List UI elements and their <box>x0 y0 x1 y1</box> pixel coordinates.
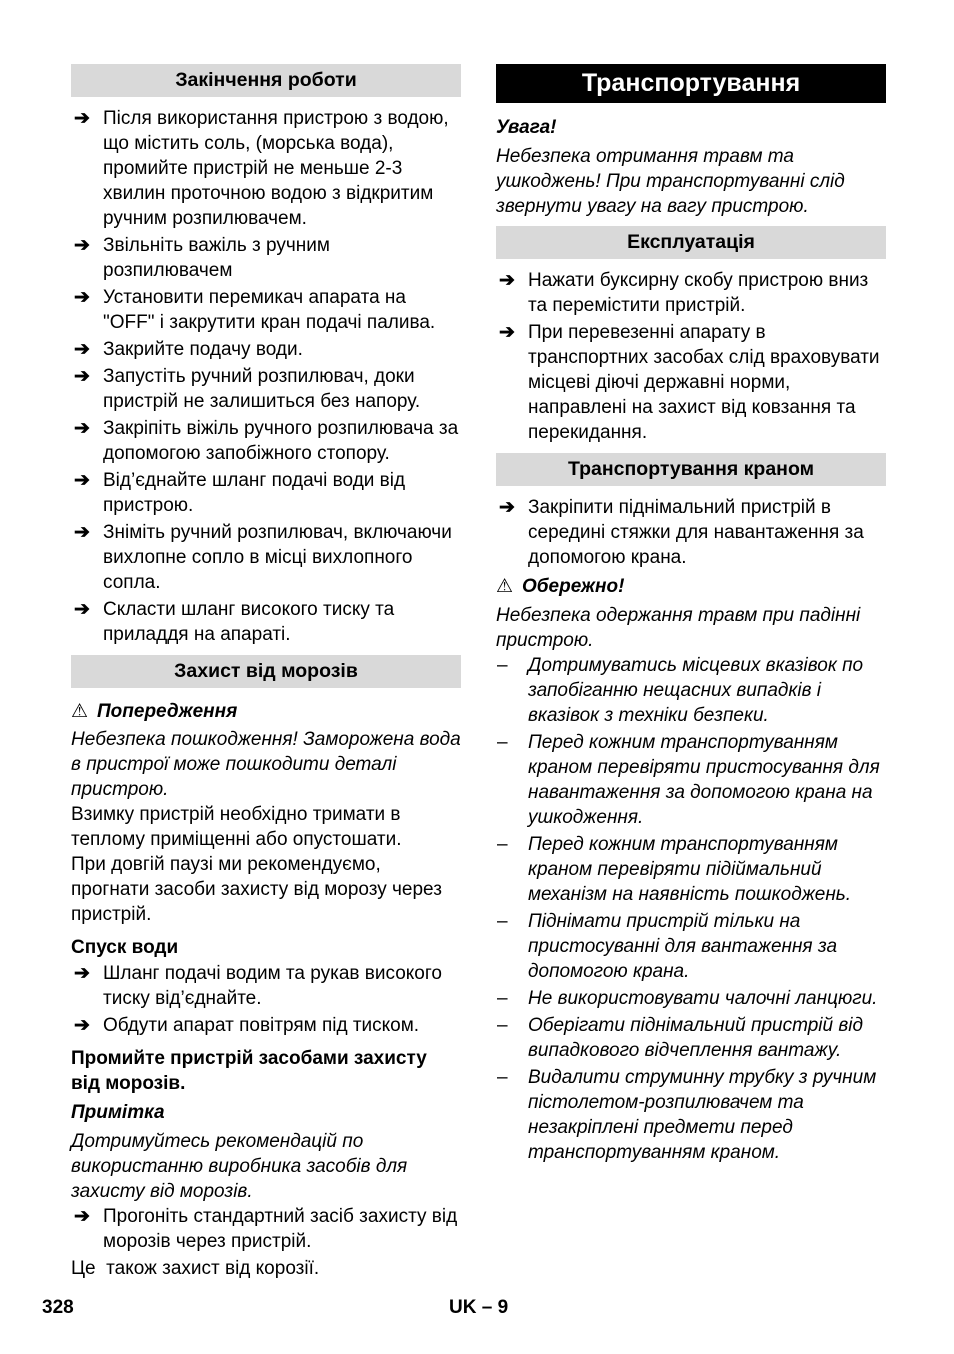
dash-icon: – <box>497 732 508 753</box>
arrow-icon: ➔ <box>74 470 90 491</box>
body-text: При довгій паузі ми рекомендуємо, прогнати засоби захисту від морозу через пристрій. <box>71 854 442 925</box>
note-heading: Примітка <box>71 1102 165 1123</box>
list-item: ➔ При перевезенні апарату в транспортних засобах слід враховувати місцеві діючі державні норми, направлені на захист від ковзання та перекидання. <box>499 322 880 443</box>
arrow-icon: ➔ <box>74 1206 90 1227</box>
arrow-icon: ➔ <box>499 322 515 343</box>
dash-icon: – <box>497 1015 508 1036</box>
arrow-icon: ➔ <box>499 270 515 291</box>
attention-text: Небезпека отримання травм та ушкоджень! При транспортуванні слід звернути увагу на вагу пристрою. <box>496 146 845 217</box>
list-item: – Оберігати піднімальний пристрій від випадкового відчеплення вантажу. <box>497 1015 864 1061</box>
warning-text: Небезпека пошкодження! Заморожена вода в пристрої може пошкодити деталі пристрою. <box>71 729 461 800</box>
page-code: UK – 9 <box>449 1297 509 1318</box>
crane-list <box>496 495 886 570</box>
attention-heading: Увага! <box>496 117 557 138</box>
subheading-drain: Спуск води <box>71 937 179 958</box>
list-item: ➔ Зніміть ручний розпилювач, включаючи вихлопне сопло в місці вихлопного сопла. <box>74 522 452 593</box>
dash-icon: – <box>497 911 508 932</box>
list-item: – Дотримуватись місцевих вказівок по запобіганню нещасних випадків і вказівок з техніки безпеки. <box>497 655 864 726</box>
arrow-icon: ➔ <box>74 287 90 308</box>
section-title-end-of-work: Закінчення роботи <box>71 64 461 97</box>
caution-text: Небезпека одержання травм при падінні пристрою. <box>496 605 861 651</box>
list-item: ➔ Прогоніть стандартний засіб захисту від морозів через пристрій. <box>74 1206 458 1252</box>
list-item: – Піднімати пристрій тільки на пристосуванні для вантаження за допомогою крана. <box>497 911 838 982</box>
chapter-title: Транспортування <box>496 64 886 103</box>
list-item: ➔ Від’єднайте шланг подачі води від пристрою. <box>74 470 406 516</box>
caution-list <box>496 653 886 1165</box>
arrow-icon: ➔ <box>74 108 90 129</box>
list-item: – Не використовувати чалочні ланцюги. <box>497 988 878 1009</box>
body-text: Це також захист від корозії. <box>71 1258 320 1279</box>
body-text: Взимку пристрій необхідно тримати в теплому приміщенні або опустошати. <box>71 804 402 850</box>
warning-heading: ⚠ Попередження <box>71 701 238 722</box>
arrow-icon: ➔ <box>74 522 90 543</box>
list-item: ➔ Скласти шланг високого тиску та приладдя на апараті. <box>74 599 395 645</box>
subheading-flush: Промийте пристрій засобами захисту від морозів. <box>71 1048 427 1094</box>
drain-list <box>71 961 461 1038</box>
arrow-icon: ➔ <box>74 1015 90 1036</box>
section-title-crane-transport: Транспортування краном <box>496 453 886 486</box>
list-item: – Перед кожним транспортуванням краном перевіряти підіймальний механізм на наявність пошкоджень. <box>497 834 852 905</box>
dash-icon: – <box>497 988 508 1009</box>
list-item: ➔ Закріпіть віжіль ручного розпилювача за допомогою запобіжного стопору. <box>74 418 459 464</box>
page-number: 328 <box>42 1297 74 1318</box>
list-item: ➔ Установити перемикач апарата на "OFF" і закрутити кран подачі палива. <box>74 287 436 333</box>
arrow-icon: ➔ <box>74 235 90 256</box>
section-title-frost-protection: Захист від морозів <box>71 655 461 688</box>
arrow-icon: ➔ <box>499 497 515 518</box>
operation-list <box>496 268 886 445</box>
arrow-icon: ➔ <box>74 963 90 984</box>
caution-heading: ⚠ Обережно! <box>496 576 625 597</box>
list-item: ➔ Закріпити піднімальний пристрій в середині стяжки для навантаження за допомогою крана. <box>499 497 864 568</box>
list-item: ➔ Закрийте подачу води. <box>74 339 303 360</box>
right-column <box>496 64 886 1167</box>
arrow-icon: ➔ <box>74 366 90 387</box>
list-item: ➔ Шланг подачі водим та рукав високого тиску від’єднайте. <box>74 963 442 1009</box>
note-text: Дотримуйтесь рекомендацій по використанню виробника засобів для захисту від морозів. <box>71 1131 408 1202</box>
arrow-icon: ➔ <box>74 418 90 439</box>
list-item: ➔ Обдути апарат повітрям під тиском. <box>74 1015 420 1036</box>
warning-icon: ⚠ <box>71 701 89 722</box>
dash-icon: – <box>497 834 508 855</box>
list-item: – Перед кожним транспортуванням краном перевіряти пристосування для навантаження за допомогою крана на ушкодження. <box>497 732 880 828</box>
warning-icon: ⚠ <box>496 576 514 597</box>
list-item: – Видалити струминну трубку з ручним пістолетом-розпилювачем та незакріплені предмети перед транспортуванням краном. <box>497 1067 877 1163</box>
list-item: ➔ Звільніть важіль з ручним розпилювачем <box>74 235 330 281</box>
flush-list <box>71 1204 461 1254</box>
arrow-icon: ➔ <box>74 339 90 360</box>
list-item: ➔ Нажати буксирну скобу пристрою вниз та перемістити пристрій. <box>499 270 869 316</box>
list-item: ➔ Після використання пристрою з водою, що містить соль, (морська вода), промийте пристрій не меньше 2-3 хвилин проточною водою з відкритим ручним розпилювачем. <box>74 108 449 229</box>
arrow-icon: ➔ <box>74 599 90 620</box>
left-column <box>71 64 461 1281</box>
section-title-operation: Експлуатація <box>496 226 886 259</box>
dash-icon: – <box>497 1067 508 1088</box>
list-item: ➔ Запустіть ручний розпилювач, доки пристрій не залишиться без напору. <box>74 366 421 412</box>
end-of-work-list <box>71 106 461 647</box>
dash-icon: – <box>497 655 508 676</box>
